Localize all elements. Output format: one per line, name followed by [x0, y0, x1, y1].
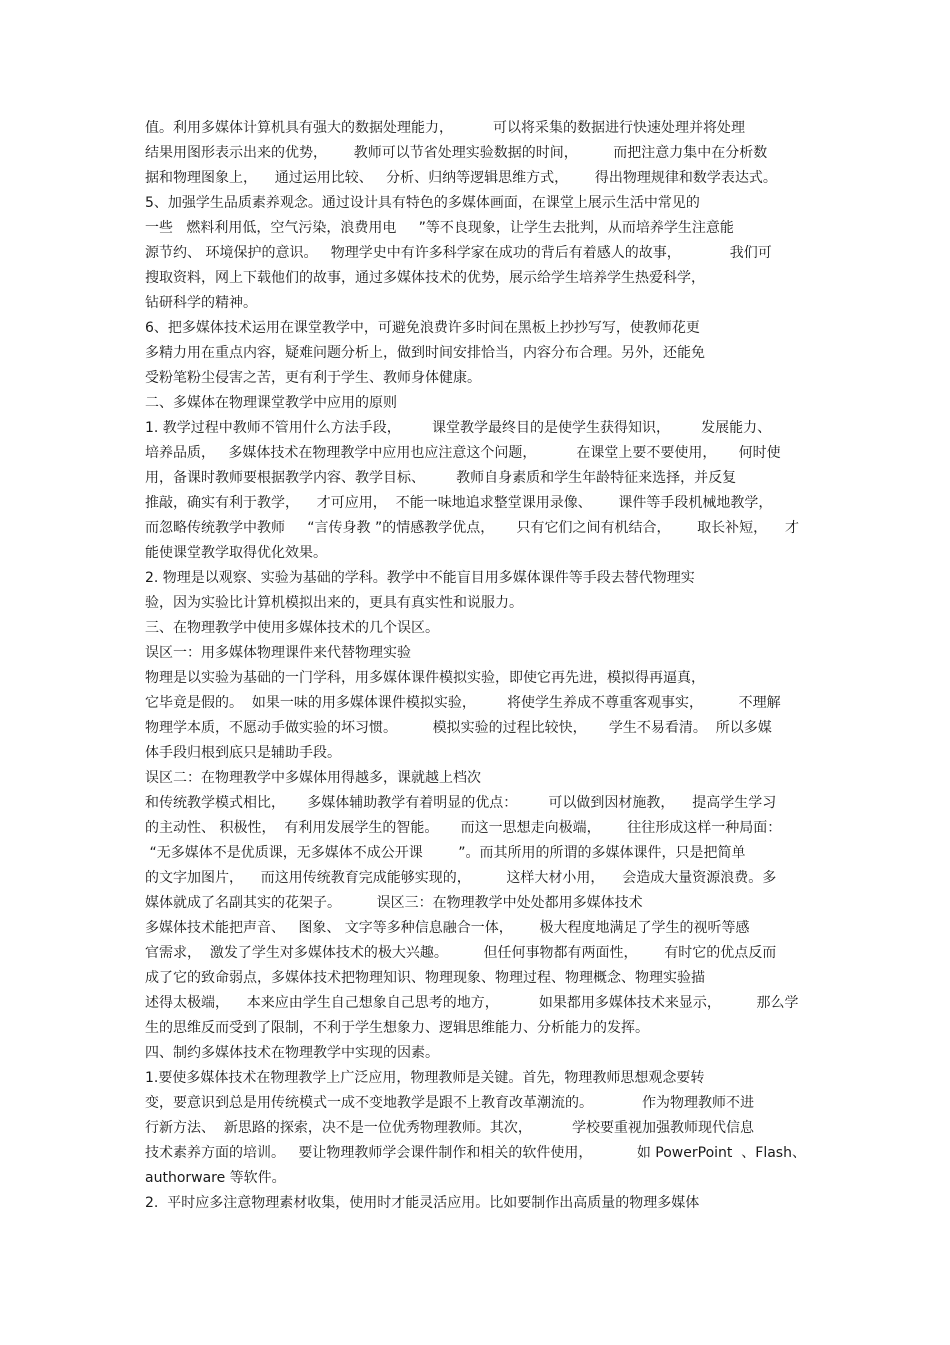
- text-line: 它毕竟是假的。 如果一味的用多媒体课件模拟实验， 将使学生养成不尊重客观事实， 不理解: [145, 695, 781, 711]
- text-line: 生的思维反而受到了限制，不利于学生想象力、逻辑思维能力、分析能力的发挥。: [145, 1020, 649, 1036]
- text-line: 培养品质， 多媒体技术在物理教学中应用也应注意这个问题， 在课堂上要不要使用， 何时使: [145, 445, 781, 461]
- text-line: 体手段归根到底只是辅助手段。: [145, 745, 341, 761]
- text-line: 2. 物理是以观察、实验为基础的学科。教学中不能盲目用多媒体课件等手段去替代物理实: [145, 570, 695, 586]
- text-line: 和传统教学模式相比， 多媒体辅助教学有着明显的优点： 可以做到因材施教， 提高学生学习: [145, 795, 777, 811]
- text-line: 受粉笔粉尘侵害之苦，更有利于学生、教师身体健康。: [145, 370, 481, 386]
- misconception-2-heading: 误区二：在物理教学中多媒体用得越多，课就越上档次: [145, 770, 481, 786]
- text-line: 结果用图形表示出来的优势， 教师可以节省处理实验数据的时间， 而把注意力集中在分析数: [145, 145, 768, 161]
- text-line: 能使课堂教学取得优化效果。: [145, 545, 327, 561]
- text-line: 的文字加图片， 而这用传统教育完成能够实现的， 这样大材小用， 会造成大量资源浪费。多: [145, 870, 777, 886]
- text-line: 成了它的致命弱点，多媒体技术把物理知识、物理现象、物理过程、物理概念、物理实验描: [145, 970, 705, 986]
- text-line: 值。利用多媒体计算机具有强大的数据处理能力， 可以将采集的数据进行快速处理并将处理: [145, 120, 746, 136]
- text-line: 官需求， 激发了学生对多媒体技术的极大兴趣。 但任何事物都有两面性， 有时它的优点反而: [145, 945, 777, 961]
- text-line: 变，要意识到总是用传统模式一成不变地教学是跟不上教育改革潮流的。 作为物理教师不进: [145, 1095, 754, 1111]
- section-6-heading-line: 6、把多媒体技术运用在课堂教学中，可避免浪费许多时间在黑板上抄抄写写，使教师花更: [145, 320, 700, 336]
- text-line: authorware 等软件。: [145, 1170, 286, 1186]
- text-line: 多精力用在重点内容，疑难问题分析上，做到时间安排恰当，内容分布合理。另外，还能免: [145, 345, 705, 361]
- text-line: 用，备课时教师要根据教学内容、教学目标、 教师自身素质和学生年龄特征来选择，并反复: [145, 470, 737, 486]
- text-line: 多媒体技术能把声音、 图象、 文字等多种信息融合一体， 极大程度地满足了学生的视听等感: [145, 920, 750, 936]
- text-line: 据和物理图象上， 通过运用比较、 分析、归纳等逻辑思维方式， 得出物理规律和数学表达式。: [145, 170, 777, 186]
- text-line: 验，因为实验比计算机模拟出来的，更具有真实性和说服力。: [145, 595, 523, 611]
- text-line: 推敲，确实有利于教学， 才可应用， 不能一味地追求整堂课用录像、 课件等手段机械地教学，: [145, 495, 773, 511]
- text-line: 一些 燃料利用低，空气污染，浪费用电 ”等不良现象，让学生去批判，从而培养学生注意能: [145, 220, 734, 236]
- document-body: [145, 116, 815, 1216]
- text-line: 物理学本质，不愿动手做实验的坏习惯。 模拟实验的过程比较快， 学生不易看清。 所以多媒: [145, 720, 772, 736]
- section-heading-3: 三、在物理教学中使用多媒体技术的几个误区。: [145, 620, 439, 636]
- text-line: 的主动性、 积极性， 有利用发展学生的智能。 而这一思想走向极端， 往往形成这样一种局面：: [145, 820, 782, 836]
- section-heading-2: 二、多媒体在物理课堂教学中应用的原则: [145, 395, 397, 411]
- section-heading-4: 四、制约多媒体技术在物理教学中实现的因素。: [145, 1045, 439, 1061]
- text-line: 技术素养方面的培训。 要让物理教师学会课件制作和相关的软件使用， 如 PowerPoint 、Flash、: [145, 1145, 806, 1161]
- text-line: 搜取资料，网上下载他们的故事，通过多媒体技术的优势，展示给学生培养学生热爱科学，: [145, 270, 705, 286]
- text-line: 1.要使多媒体技术在物理教学上广泛应用，物理教师是关键。首先，物理教师思想观念要转: [145, 1070, 705, 1086]
- text-line: 钻研科学的精神。: [145, 295, 257, 311]
- text-line: “无多媒体不是优质课，无多媒体不成公开课 ”。而其所用的所谓的多媒体课件，只是把简单: [145, 845, 746, 861]
- text-line: 媒体就成了名副其实的花架子。 误区三：在物理教学中处处都用多媒体技术: [145, 895, 643, 911]
- text-line: 物理是以实验为基础的一门学科，用多媒体课件模拟实验，即使它再先进，模拟得再逼真，: [145, 670, 705, 686]
- text-line: 1. 教学过程中教师不管用什么方法手段， 课堂教学最终目的是使学生获得知识， 发展能力、: [145, 420, 772, 436]
- text-line: 行新方法、 新思路的探索，决不是一位优秀物理教师。其次， 学校要重视加强教师现代信息: [145, 1120, 754, 1136]
- text-line: 述得太极端， 本来应由学生自己想象自己思考的地方， 如果都用多媒体技术来显示， 那么学: [145, 995, 799, 1011]
- misconception-1-heading: 误区一：用多媒体物理课件来代替物理实验: [145, 645, 411, 661]
- text-line: 源节约、 环境保护的意识。 物理学史中有许多科学家在成功的背后有着感人的故事， 我们可: [145, 245, 772, 261]
- text-line: 2. 平时应多注意物理素材收集，使用时才能灵活应用。比如要制作出高质量的物理多媒体: [145, 1195, 700, 1211]
- section-5-heading-line: 5、加强学生品质素养观念。通过设计具有特色的多媒体画面，在课堂上展示生活中常见的: [145, 195, 700, 211]
- text-line: 而忽略传统教学中教师 “言传身教 ”的情感教学优点， 只有它们之间有机结合， 取长补短， 才: [145, 520, 799, 536]
